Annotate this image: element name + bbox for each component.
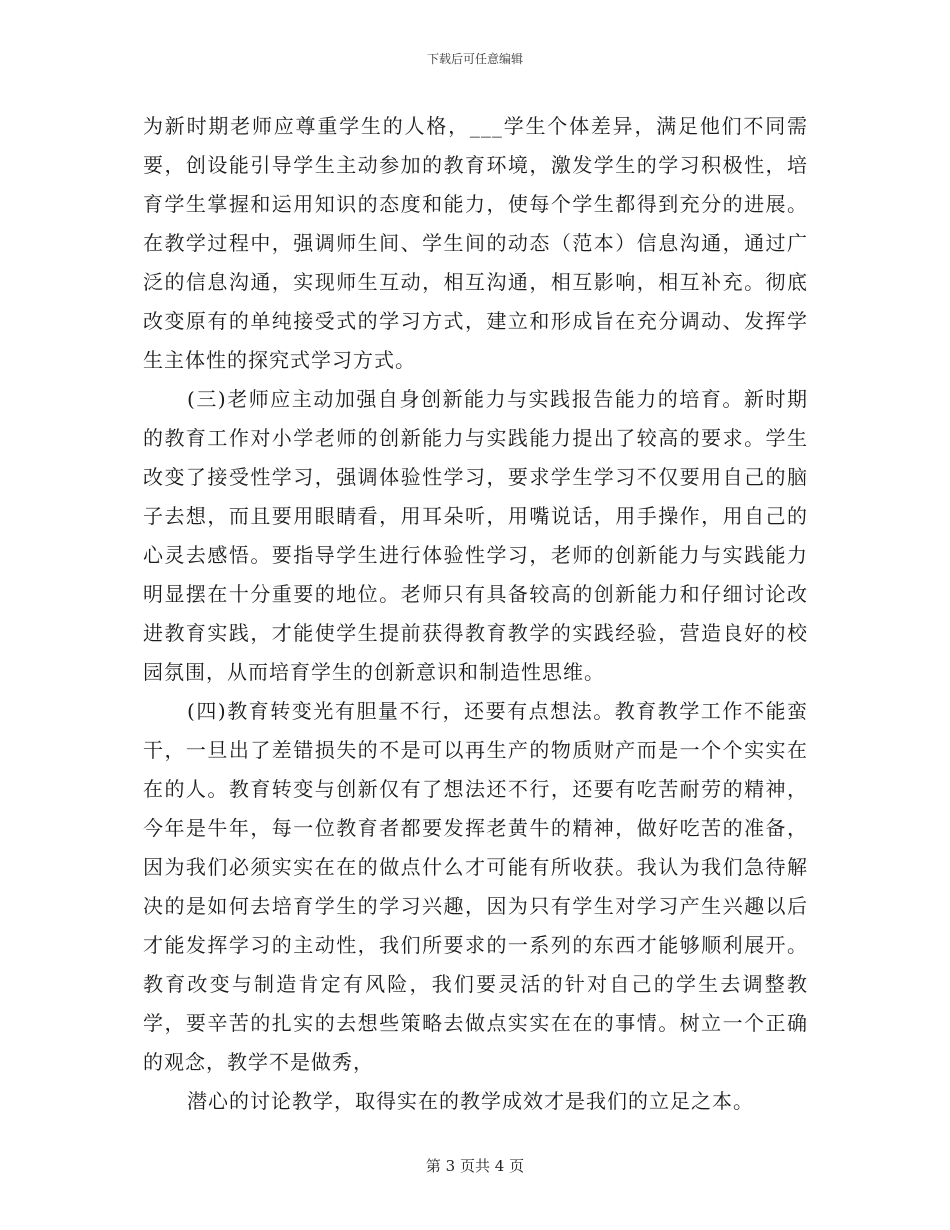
paragraph-4: 潜心的讨论教学，取得实在的教学成效才是我们的立足之本。 [187, 1089, 754, 1113]
paragraph-1: 为新时期老师应尊重学生的人格，___学生个体差异，满足他们不同需要，创设能引导学生主动参加的教育环境，激发学生的学习积极性，培育学生掌握和运用知识的态度和能力，使每个学生都得到充分的进展。在教学过程中，强调师生间、学生间的动态（范本）信息沟通，通过广泛的信息沟通，实现师生互动，相互沟通，相互影响，相互补充。彻底改变原有的单纯接受式的学习方式，建立和形成旨在充分调动、发挥学生主体性的探究式学习方式。 [143, 114, 808, 372]
page-footer: 第 3 页共 4 页 [425, 1157, 525, 1175]
page-header: 下载后可任意编辑 [426, 52, 523, 66]
paragraph-2: (三)老师应主动加强自身创新能力与实践报告能力的培育。新时期的教育工作对小学老师的创新能力与实践能力提出了较高的要求。学生改变了接受性学习，强调体验性学习，要求学生学习不仅要用自己的脑子去想，而且要用眼睛看，用耳朵听，用嘴说话，用手操作，用自己的心灵去感悟。要指导学生进行体验性学习，老师的创新能力与实践能力明显摆在十分重要的地位。老师只有具备较高的创新能力和仔细讨论改进教育实践，才能使学生提前获得教育教学的实践经验，营造良好的校园氛围，从而培育学生的创新意识和制造性思维。 [143, 387, 808, 684]
paragraph-3: (四)教育转变光有胆量不行，还要有点想法。教育教学工作不能蛮干，一旦出了差错损失的不是可以再生产的物质财产而是一个个实实在在的人。教育转变与创新仅有了想法还不行，还要有吃苦耐劳的精神，今年是牛年，每一位教育者都要发挥老黄牛的精神，做好吃苦的准备，因为我们必须实实在在的做点什么才可能有所收获。我认为我们急待解决的是如何去培育学生的学习兴趣，因为只有学生对学习产生兴趣以后才能发挥学习的主动性，我们所要求的一系列的东西才能够顺利展开。教育改变与制造肯定有风险，我们要灵活的针对自己的学生去调整教学，要辛苦的扎实的去想些策略去做点实实在在的事情。树立一个正确的观念，教学不是做秀， [143, 699, 808, 1074]
document-body [143, 107, 808, 1121]
